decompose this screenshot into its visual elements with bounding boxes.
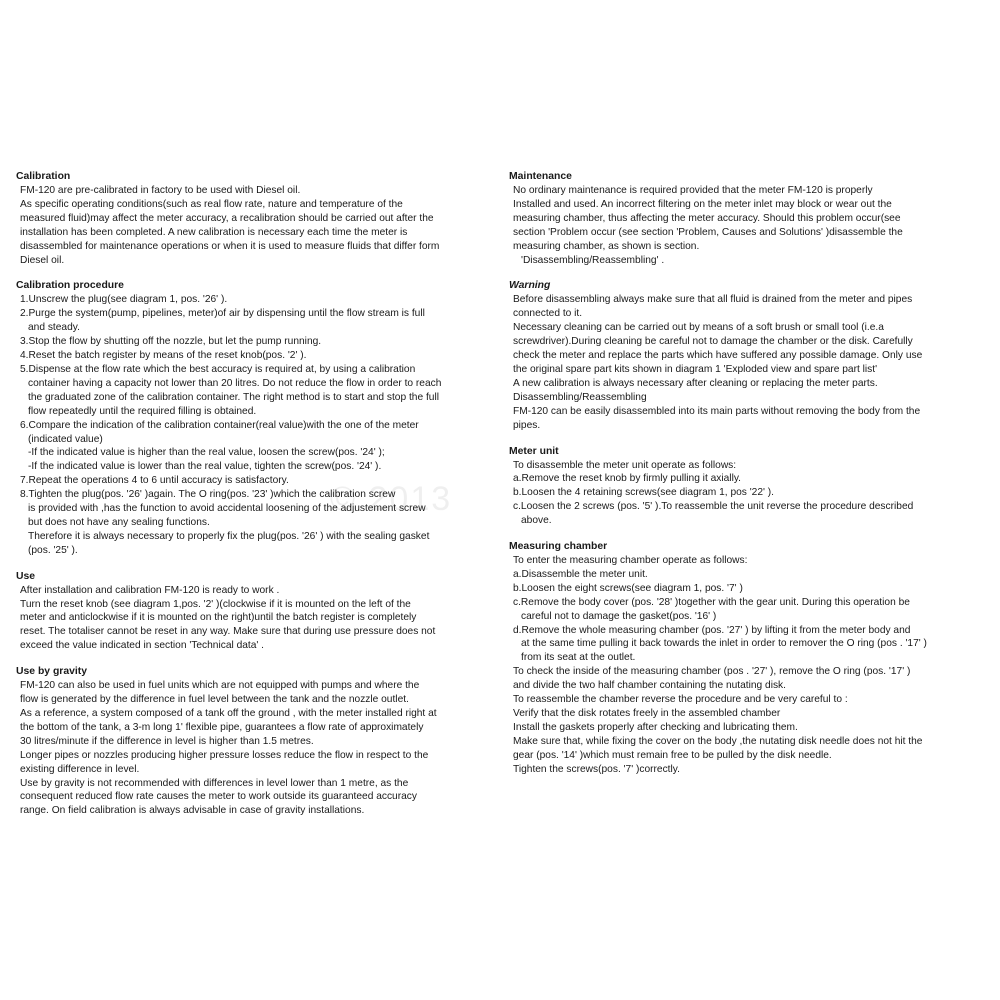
section-heading: Warning: [509, 280, 551, 292]
section-heading: Maintenance: [509, 171, 572, 182]
text-line: After installation and calibration FM-120 is ready to work .: [20, 584, 280, 596]
text-line: To check the inside of the measuring chamber (pos . '27' ), remove the O ring (pos. '17' ): [513, 666, 911, 678]
text-line: Installed and used. An incorrect filtering on the meter inlet may block or wear out the: [513, 198, 892, 210]
section-heading: Calibration procedure: [16, 280, 124, 292]
text-line: section 'Problem occur (see section 'Problem, Causes and Solutions' )disassemble the: [513, 226, 903, 238]
text-line: flow repeatedly until the required filling is obtained.: [28, 405, 257, 417]
text-line: c.Remove the body cover (pos. '28' )together with the gear unit. During this operation be: [513, 596, 910, 608]
text-line: 8.Tighten the plug(pos. '26' )again. The O ring(pos. '23' )which the calibration screw: [20, 489, 396, 501]
text-line: Before disassembling always make sure that all fluid is drained from the meter and pipes: [513, 294, 913, 306]
text-line: measuring chamber, thus affecting the meter accuracy. Should this problem occur(see: [513, 212, 901, 224]
text-line: Necessary cleaning can be carried out by means of a soft brush or small tool (i.e.a: [513, 322, 884, 334]
section-heading: Use: [16, 570, 36, 582]
text-line: Use by gravity is not recommended with differences in level lower than 1 metre, as the: [20, 777, 409, 789]
text-line: pipes.: [513, 419, 541, 431]
text-line: disassembled for maintenance operations or when it is used to measure fluids that differ form: [20, 240, 440, 252]
text-line: is provided with ,has the function to avoid accidental loosening of the adjustement screw: [28, 503, 426, 515]
text-line: (indicated value): [28, 433, 103, 445]
text-line: A new calibration is always necessary after cleaning or replacing the meter parts.: [513, 377, 878, 389]
text-line: 3.Stop the flow by shutting off the nozzle, but let the pump running.: [20, 336, 322, 348]
text-line: No ordinary maintenance is required provided that the meter FM-120 is properly: [513, 185, 873, 196]
right-column: [509, 170, 979, 777]
text-line: connected to it.: [513, 308, 583, 320]
text-line: Install the gaskets properly after checking and lubricating them.: [513, 721, 798, 733]
text-line: b.Loosen the 4 retaining screws(see diagram 1, pos '22' ).: [513, 487, 774, 499]
text-line: Turn the reset knob (see diagram 1,pos. '2' )(clockwise if it is mounted on the left of the: [20, 598, 411, 610]
text-line: the graduated zone of the calibration container. The right method is to start and stop the full: [28, 391, 439, 403]
section-gap: [509, 433, 979, 445]
text-line: -If the indicated value is higher than the real value, loosen the screw(pos. '24' );: [28, 447, 385, 459]
text-line: check the meter and replace the parts which have suffered any possible damage. Only use: [513, 350, 923, 362]
text-line: a.Disassemble the meter unit.: [513, 568, 648, 580]
text-line: the original spare part kits shown in diagram 1 'Exploded view and spare part list': [513, 363, 878, 375]
text-line: -If the indicated value is lower than the real value, tighten the screw(pos. '24' ).: [28, 461, 382, 473]
section-gap: [16, 267, 482, 279]
text-line: FM-120 can be easily disassembled into its main parts without removing the body from the: [513, 405, 921, 417]
section-heading: Calibration: [16, 171, 71, 182]
text-line: and steady.: [28, 322, 80, 334]
text-line: 5.Dispense at the flow rate which the best accuracy is required at, by using a calibration: [20, 363, 416, 375]
text-line: careful not to damage the gasket(pos. '16' ): [521, 610, 717, 622]
text-line: gear (pos. '14' )which must remain free to be pulled by the disk needle.: [513, 749, 832, 761]
section-gap: [16, 558, 482, 570]
section-meter-unit: [509, 445, 979, 529]
watermark: © 2013: [330, 480, 453, 518]
text-line: As a reference, a system composed of a tank off the ground , with the meter installed right at: [20, 708, 437, 719]
text-line: FM-120 are pre-calibrated in factory to be used with Diesel oil.: [20, 185, 301, 196]
text-line: installation has been completed. A new calibration is necessary each time the meter is: [20, 226, 408, 238]
text-line: Diesel oil.: [20, 254, 65, 266]
text-line: existing difference in level.: [20, 763, 140, 775]
text-line: d.Remove the whole measuring chamber (pos. '27' ) by lifting it from the meter body and: [513, 624, 911, 636]
text-line: 30 litres/minute if the difference in level is higher than 1.5 metres.: [20, 735, 314, 747]
text-line: but does not have any sealing functions.: [28, 516, 210, 528]
section-gap: [509, 267, 979, 279]
section-use: [16, 570, 482, 654]
text-line: FM-120 can also be used in fuel units which are not equipped with pumps and where the: [20, 680, 420, 692]
section-warning: [509, 279, 979, 432]
text-line: Disassembling/Reassembling: [513, 391, 647, 403]
text-line: meter and anticlockwise if it is mounted on the right)until the batch register is completely: [20, 612, 417, 624]
text-line: from its seat at the outlet.: [521, 652, 636, 664]
text-line: measuring chamber, as shown is section.: [513, 240, 700, 252]
text-line: As specific operating conditions(such as real flow rate, nature and temperature of the: [20, 198, 403, 210]
text-line: 6.Compare the indication of the calibration container(real value)with the one of the meter: [20, 419, 419, 431]
text-line: consequent reduced flow rate causes the meter to work outside its guaranteed accuracy: [20, 791, 417, 803]
text-line: 7.Repeat the operations 4 to 6 until accuracy is satisfactory.: [20, 475, 289, 487]
text-line: To disassemble the meter unit operate as follows:: [513, 459, 737, 471]
text-line: exceed the value indicated in section 'Technical data' .: [20, 640, 265, 652]
section-use-by-gravity: [16, 665, 482, 818]
text-line: screwdriver).During cleaning be careful not to damage the chamber or the disk. Carefully: [513, 336, 913, 348]
text-line: the bottom of the tank, a 3-m long 1' flexible pipe, guarantees a flow rate of approximately: [20, 721, 424, 733]
text-line: Longer pipes or nozzles producing higher pressure losses reduce the flow in respect to the: [20, 749, 429, 761]
text-line: 1.Unscrew the plug(see diagram 1, pos. '26' ).: [20, 294, 228, 306]
text-line: reset. The totaliser cannot be reset in any way. Make sure that during use pressure does not: [20, 626, 436, 638]
text-line: 2.Purge the system(pump, pipelines, meter)of air by dispensing until the flow stream is full: [20, 308, 425, 320]
text-line: a.Remove the reset knob by firmly pulling it axially.: [513, 473, 741, 485]
section-gap: [509, 528, 979, 540]
section-gap: [16, 653, 482, 665]
text-line: container having a capacity not lower than 20 litres. Do not reduce the flow in order to reach: [28, 377, 442, 389]
section-calibration: [16, 170, 482, 267]
text-line: Make sure that, while fixing the cover on the body ,the nutating disk needle does not hit the: [513, 735, 923, 747]
text-line: c.Loosen the 2 screws (pos. '5' ).To reassemble the unit reverse the procedure described: [513, 501, 914, 513]
text-line: Verify that the disk rotates freely in the assembled chamber: [513, 708, 781, 719]
text-line: flow is generated by the difference in fuel level between the tank and the nozzle outlet.: [20, 694, 409, 706]
section-heading: Measuring chamber: [509, 541, 608, 553]
text-line: Tighten the screws(pos. '7' )correctly.: [513, 763, 680, 775]
text-line: above.: [521, 515, 552, 527]
text-line: 4.Reset the batch register by means of the reset knob(pos. '2' ).: [20, 350, 307, 362]
section-heading: Meter unit: [509, 445, 559, 457]
section-maintenance: [509, 170, 979, 267]
text-line: and divide the two half chamber containing the nutating disk.: [513, 680, 786, 692]
text-line: range. On field calibration is always advisable in case of gravity installations.: [20, 805, 365, 817]
text-line: measured fluid)may affect the meter accuracy, a recalibration should be carried out after the: [20, 212, 434, 224]
section-heading: Use by gravity: [16, 666, 88, 678]
text-line: To enter the measuring chamber operate as follows:: [513, 555, 748, 567]
text-line: b.Loosen the eight screws(see diagram 1, pos. '7' ): [513, 582, 743, 594]
text-line: 'Disassembling/Reassembling' .: [521, 254, 665, 266]
section-measuring-chamber: [509, 540, 979, 777]
text-line: (pos. '25' ).: [28, 544, 78, 556]
text-line: at the same time pulling it back towards the inlet in order to remover the O ring (pos . '17' ): [521, 638, 927, 650]
text-line: To reassemble the chamber reverse the procedure and be very careful to :: [513, 694, 848, 706]
text-line: Therefore it is always necessary to properly fix the plug(pos. '26' ) with the sealing gasket: [28, 530, 430, 542]
